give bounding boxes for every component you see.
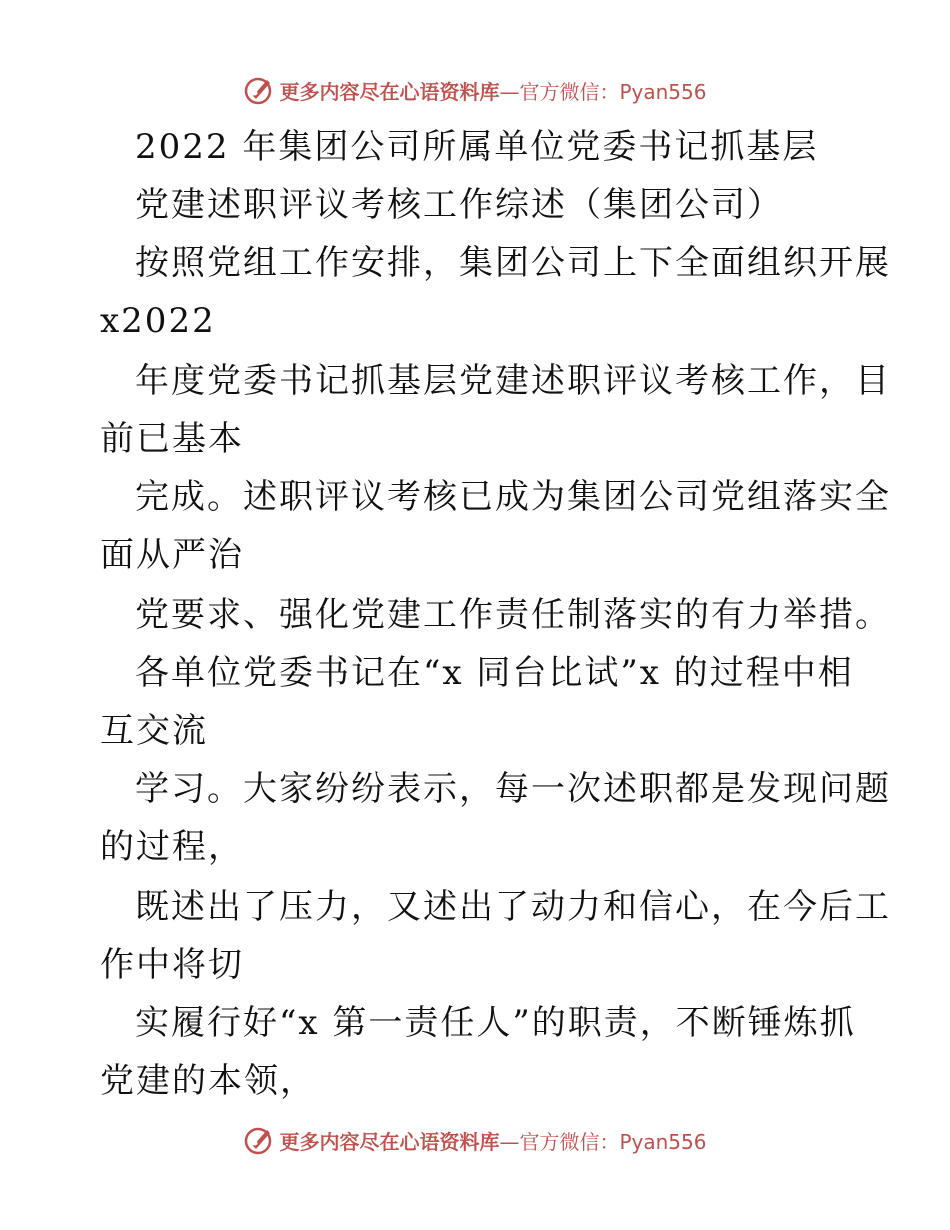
footer-watermark [0, 1120, 950, 1160]
paragraph-line: 作中将切 [100, 945, 244, 985]
paragraph-line: 党建的本领， [100, 1061, 316, 1101]
paragraph-line: 年度党委书记抓基层党建述职评议考核工作，目 [135, 361, 891, 401]
paragraph-line: 前已基本 [100, 419, 244, 459]
watermark-suffix: —官方微信：Pyan556 [499, 79, 707, 104]
paragraph-line: 按照党组工作安排，集团公司上下全面组织开展 [135, 243, 891, 283]
title-line-2: 党建述职评议考核工作综述（集团公司） [135, 185, 783, 225]
title-line-1: 2022 年集团公司所属单位党委书记抓基层 [135, 127, 819, 167]
header-watermark [0, 70, 950, 110]
watermark-text: 更多内容尽在心语资料库 [279, 1129, 500, 1154]
watermark-suffix: —官方微信：Pyan556 [499, 1129, 707, 1154]
watermark-text: 更多内容尽在心语资料库 [279, 79, 500, 104]
paragraph-line: 实履行好“x 第一责任人”的职责，不断锤炼抓 [135, 1003, 856, 1043]
paragraph-line: 党要求、强化党建工作责任制落实的有力举措。 [135, 595, 891, 635]
paragraph-line: 互交流 [100, 711, 208, 751]
paragraph-line: 学习。大家纷纷表示，每一次述职都是发现问题 [135, 769, 891, 809]
paragraph-line: 完成。述职评议考核已成为集团公司党组落实全 [135, 477, 891, 517]
paragraph-line: 既述出了压力，又述出了动力和信心，在今后工 [135, 887, 891, 927]
pen-logo-icon [243, 1124, 275, 1156]
paragraph-line: x2022 [100, 301, 216, 341]
paragraph-line: 的过程， [100, 827, 244, 867]
paragraph-line: 各单位党委书记在“x 同台比试”x 的过程中相 [135, 653, 854, 693]
paragraph-line: 面从严治 [100, 535, 244, 575]
pen-logo-icon [243, 74, 275, 106]
